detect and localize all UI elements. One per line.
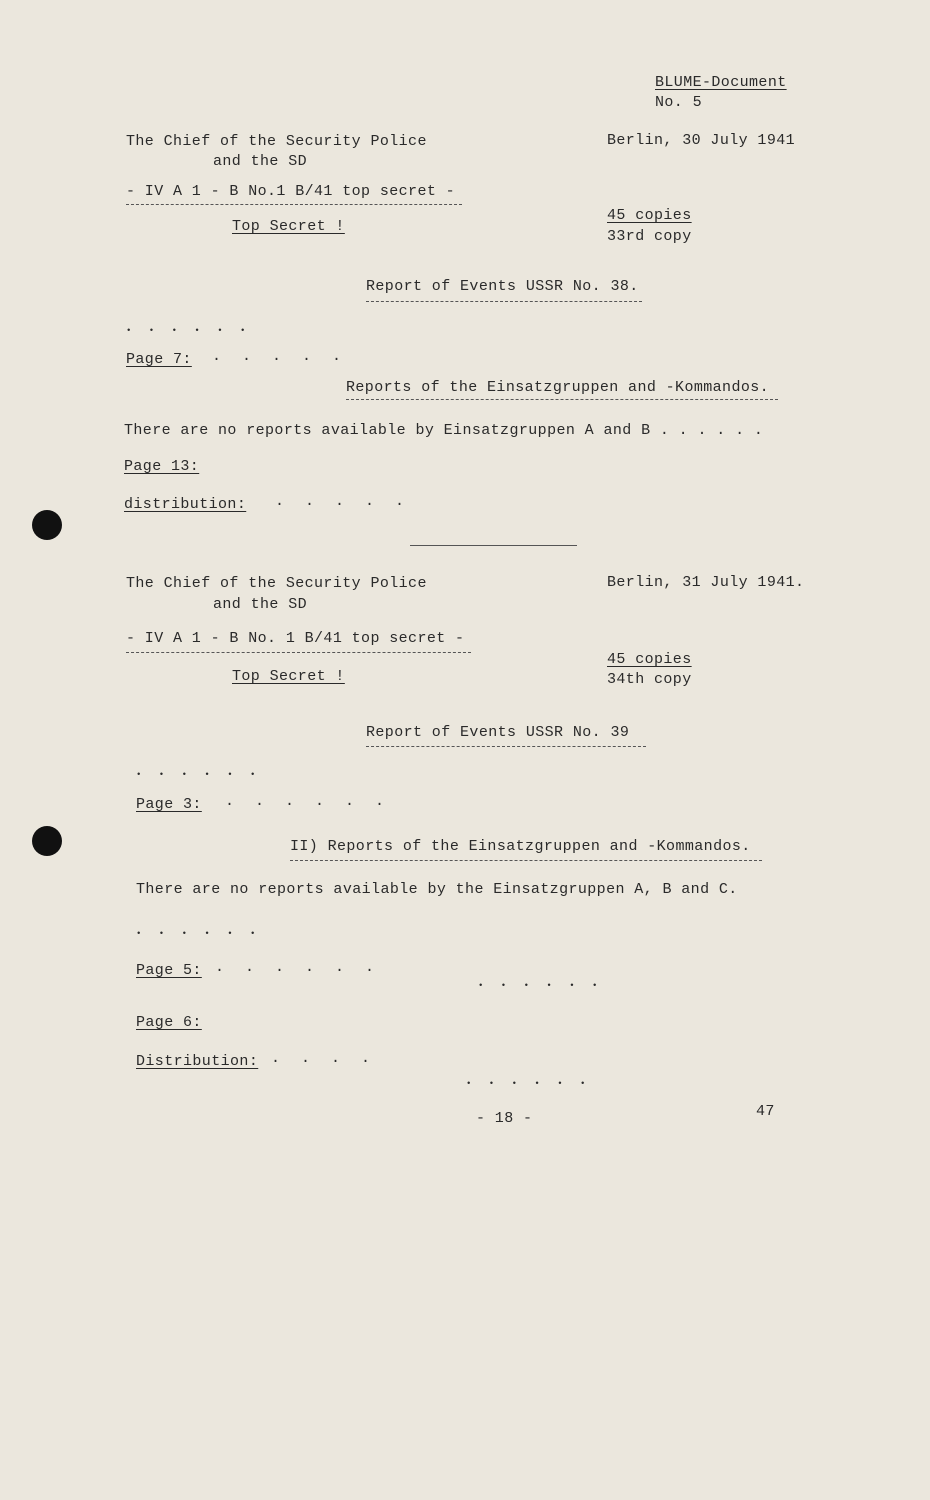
report2-file-ref-underline <box>126 652 471 653</box>
report2-page-6-label: Page 6: <box>136 1014 202 1031</box>
report2-page-5-label: Page 5: <box>136 962 202 979</box>
report1-section-underline <box>346 399 778 400</box>
report1-page-13-label: Page 13: <box>124 458 200 475</box>
punch-hole-bottom <box>32 826 62 856</box>
page-number: - 18 - <box>476 1110 533 1127</box>
report2-page-3-label: Page 3: <box>136 796 202 813</box>
report1-copies: 45 copies <box>607 207 692 224</box>
report2-ellipsis: • • • • • • <box>136 770 262 780</box>
report2-distribution-label: Distribution: <box>136 1053 259 1070</box>
report2-ellipsis-4: • • • • • • <box>466 1079 592 1089</box>
report1-page-7-dots: . . . . . <box>212 348 348 365</box>
report2-classification: Top Secret ! <box>232 668 345 685</box>
report1-sender-line2: and the SD <box>213 153 308 170</box>
report1-classification: Top Secret ! <box>232 218 345 235</box>
report1-ellipsis: • • • • • • <box>126 326 252 336</box>
report1-place-date: Berlin, 30 July 1941 <box>607 132 796 149</box>
report2-body-text: There are no reports available by the Einsatzgruppen A, B and C. <box>136 881 738 898</box>
report2-copies: 45 copies <box>607 651 692 668</box>
report2-copy-number: 34th copy <box>607 671 692 688</box>
document-title: BLUME-Document <box>655 74 787 91</box>
report2-sender-line1: The Chief of the Security Police <box>126 575 427 592</box>
punch-hole-top <box>32 510 62 540</box>
report2-ellipsis-3: • • • • • • <box>478 981 604 991</box>
report1-sender-line1: The Chief of the Security Police <box>126 133 427 150</box>
report2-section-heading: II) Reports of the Einsatzgruppen and -Kommandos. <box>290 838 751 855</box>
report2-place-date: Berlin, 31 July 1941. <box>607 574 805 591</box>
report1-section-heading: Reports of the Einsatzgruppen and -Kommandos. <box>346 379 770 396</box>
sheet-number: 47 <box>756 1103 775 1120</box>
report1-title-underline <box>366 301 642 302</box>
report2-page-5-dots: . . . . . . <box>215 959 381 976</box>
report2-title: Report of Events USSR No. 39 <box>366 724 630 741</box>
report2-file-reference: - IV A 1 - B No. 1 B/41 top secret - <box>126 630 465 647</box>
report2-page-3-dots: . . . . . . <box>225 793 391 810</box>
report2-distribution-dots: . . . . <box>271 1050 377 1067</box>
report1-page-7-label: Page 7: <box>126 351 192 368</box>
report1-copy-number: 33rd copy <box>607 228 692 245</box>
section-separator <box>410 545 577 546</box>
report1-file-reference: - IV A 1 - B No.1 B/41 top secret - <box>126 183 456 200</box>
report2-section-underline <box>290 860 762 861</box>
report2-title-underline <box>366 746 646 747</box>
document-number: No. 5 <box>655 94 703 111</box>
report1-distribution-dots: . . . . . <box>275 493 411 510</box>
report1-file-ref-underline <box>126 204 462 205</box>
report1-body-text: There are no reports available by Einsatzgruppen A and B . . . . . . <box>124 422 764 439</box>
report1-distribution-label: distribution: <box>124 496 247 513</box>
report1-title: Report of Events USSR No. 38. <box>366 278 639 295</box>
report2-ellipsis-2: • • • • • • <box>136 929 262 939</box>
report2-sender-line2: and the SD <box>213 596 308 613</box>
